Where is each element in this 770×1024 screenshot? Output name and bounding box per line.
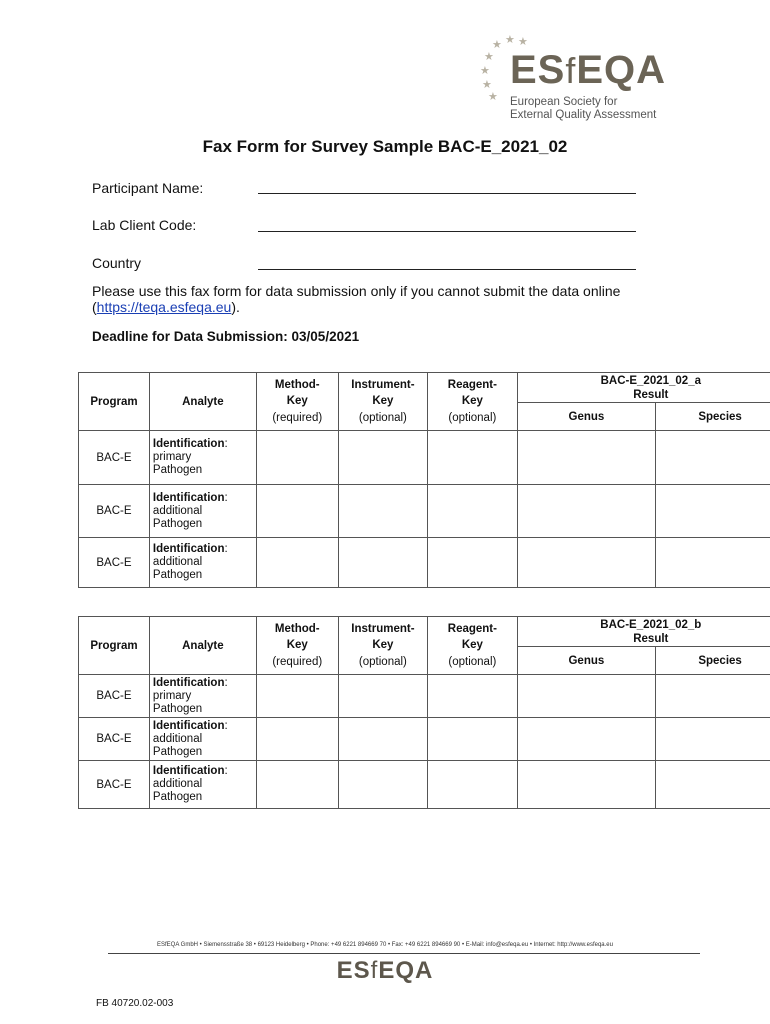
header-genus: Genus	[517, 403, 656, 431]
method-key-cell[interactable]	[256, 485, 338, 538]
results-table-a	[78, 372, 770, 588]
header-program: Program	[79, 617, 150, 675]
header-reagent-key: Reagent- Key (optional)	[428, 617, 517, 675]
lab-client-code-label: Lab Client Code:	[92, 217, 197, 233]
species-cell[interactable]	[656, 675, 770, 718]
genus-cell[interactable]	[517, 761, 656, 809]
instrument-key-cell[interactable]	[338, 675, 427, 718]
species-cell[interactable]	[656, 761, 770, 809]
header-method-key: Method- Key (required)	[256, 373, 338, 431]
genus-cell[interactable]	[517, 431, 656, 485]
country-field[interactable]	[258, 269, 636, 270]
header-analyte: Analyte	[149, 373, 256, 431]
teqa-link[interactable]: https://teqa.esfeqa.eu	[96, 299, 232, 315]
reagent-key-cell[interactable]	[428, 718, 517, 761]
instrument-key-cell[interactable]	[338, 538, 427, 588]
header-species: Species	[656, 403, 770, 431]
header-sample-result: BAC-E_2021_02_b Result	[517, 617, 770, 647]
instrument-key-cell[interactable]	[338, 718, 427, 761]
instrument-key-cell[interactable]	[338, 761, 427, 809]
reagent-key-cell[interactable]	[428, 538, 517, 588]
genus-cell[interactable]	[517, 485, 656, 538]
genus-cell[interactable]	[517, 538, 656, 588]
reagent-key-cell[interactable]	[428, 675, 517, 718]
genus-cell[interactable]	[517, 718, 656, 761]
method-key-cell[interactable]	[256, 718, 338, 761]
results-table-b	[78, 616, 770, 809]
method-key-cell[interactable]	[256, 761, 338, 809]
form-number: FB 40720.02-003	[96, 998, 174, 1009]
instrument-key-cell[interactable]	[338, 485, 427, 538]
table-row: BAC-E Identification: additional Pathogen	[79, 538, 770, 588]
header-analyte: Analyte	[149, 617, 256, 675]
logo-wordmark: ESfEQA	[510, 48, 667, 92]
genus-cell[interactable]	[517, 675, 656, 718]
footer-logo: ESfEQA	[336, 957, 434, 984]
species-cell[interactable]	[656, 538, 770, 588]
header-instrument-key: Instrument- Key (optional)	[338, 617, 427, 675]
method-key-cell[interactable]	[256, 675, 338, 718]
header-program: Program	[79, 373, 150, 431]
page-title: Fax Form for Survey Sample BAC-E_2021_02	[202, 137, 568, 156]
table-row: BAC-E Identification: additional Pathogen	[79, 485, 770, 538]
reagent-key-cell[interactable]	[428, 485, 517, 538]
table-row: BAC-E Identification: additional Pathogen	[79, 718, 770, 761]
table-row: BAC-E Identification: additional Pathogen	[79, 761, 770, 809]
reagent-key-cell[interactable]	[428, 761, 517, 809]
header-species: Species	[656, 647, 770, 675]
esfeqa-logo: ★ ★ ★ ★ ★ ★ ★ ESfEQA European Society for External Quality Assessment	[480, 34, 667, 121]
deadline: Deadline for Data Submission: 03/05/2021	[92, 329, 360, 344]
table-row: BAC-E Identification: primary Pathogen	[79, 675, 770, 718]
header-instrument-key: Instrument- Key (optional)	[338, 373, 427, 431]
footer-divider	[108, 953, 700, 954]
method-key-cell[interactable]	[256, 431, 338, 485]
submission-note: Please use this fax form for data submission only if you cannot submit the data online (https://teqa.esfeqa.eu).	[92, 283, 621, 315]
header-method-key: Method- Key (required)	[256, 617, 338, 675]
participant-name-label: Participant Name:	[92, 180, 204, 196]
species-cell[interactable]	[656, 718, 770, 761]
participant-name-field[interactable]	[258, 193, 636, 194]
reagent-key-cell[interactable]	[428, 431, 517, 485]
method-key-cell[interactable]	[256, 538, 338, 588]
footer-address: ESfEQA GmbH • Siemensstraße 38 • 69123 Heidelberg • Phone: +49 6221 894669 70 • Fax: +49 6221 894669 90 • E-Mail: info@esfeqa.eu • Internet: http://www.esfeqa.eu	[157, 942, 613, 948]
table-row: BAC-E Identification: primary Pathogen	[79, 431, 770, 485]
species-cell[interactable]	[656, 431, 770, 485]
header-sample-result: BAC-E_2021_02_a Result	[517, 373, 770, 403]
species-cell[interactable]	[656, 485, 770, 538]
header-genus: Genus	[517, 647, 656, 675]
country-label: Country	[92, 255, 142, 271]
header-reagent-key: Reagent- Key (optional)	[428, 373, 517, 431]
logo-subtitle: European Society for External Quality Assessment	[510, 96, 657, 121]
instrument-key-cell[interactable]	[338, 431, 427, 485]
lab-client-code-field[interactable]	[258, 231, 636, 232]
